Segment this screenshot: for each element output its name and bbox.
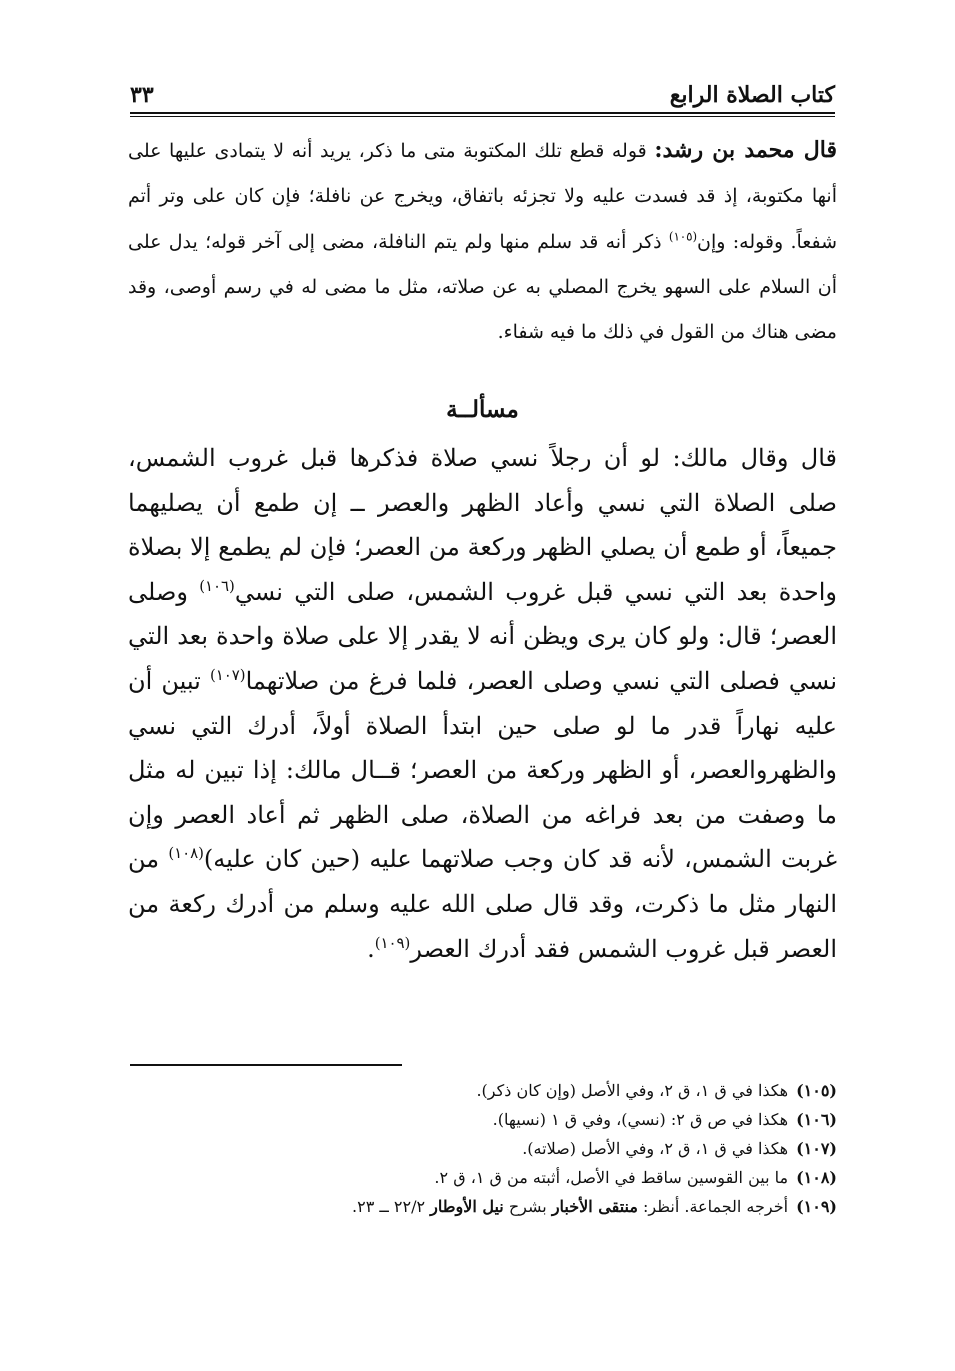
footnote-text: هكذا في ق ١، ق ٢، وفي الأصل (وإن كان ذكر). — [476, 1081, 789, 1100]
footnote-number: (١٠٦) — [796, 1110, 837, 1129]
footnote-item — [128, 1192, 837, 1221]
commentary-text-b: ذكر أنه قد سلم منها ولم يتم النافلة، مضى إلى آخر قوله؛ يدل على أن السلام على السهو يخرج المصلي به عن صلاته، مثل ما مضى له في رسم أوصى، وقد مضى هناك من القول في ذلك ما فيه شفاء. — [128, 230, 837, 344]
cited-book-title-2: نيل الأوطار — [430, 1197, 504, 1216]
footnote-ref-106: (١٠٦) — [199, 576, 235, 595]
footnote-text: ما بين القوسين ساقط في الأصل، أثبته من ق ١، ق ٢. — [434, 1168, 789, 1187]
footnote-number: (١٠٩) — [796, 1197, 837, 1216]
footnote-item — [128, 1134, 837, 1163]
page-number: ٣٣ — [130, 82, 154, 108]
footnote-item — [128, 1076, 837, 1105]
footnote-ref-108: (١٠٨) — [168, 844, 204, 863]
speaker-label: قال محمد بن رشد: — [654, 137, 837, 163]
issue-text-d: من النهار مثل ما ذكرت، وقد قال صلى الله عليه وسلم من أدرك ركعة من العصر قبل غروب الشمس فقد أدرك العصر — [128, 845, 837, 963]
footnote-separator — [130, 1064, 402, 1066]
footnote-number: (١٠٧) — [796, 1139, 837, 1158]
issue-paragraph — [128, 436, 837, 971]
footnote-text-end: ٢٢/٢ ــ ٢٣. — [352, 1197, 431, 1216]
issue-text-a: قال وقال مالك: لو أن رجلاً نسي صلاة فذكرها قبل غروب الشمس، صلى الصلاة التي نسي وأعاد الظهر والعصر ــ إن طمع أن يصليهما جميعاً، أو طمع أن يصلي الظهر وركعة من العصر؛ فإن لم يطمع إلا بصلاة واحدة بعد التي نسي قبل غروب الشمس، صلى التي نسي — [128, 444, 838, 606]
footnote-number: (١٠٨) — [796, 1168, 837, 1187]
footnote-item — [128, 1163, 837, 1192]
footnote-item — [128, 1105, 837, 1134]
commentary-paragraph — [128, 128, 837, 355]
footnote-ref-107: (١٠٧) — [209, 665, 246, 684]
chapter-title: كتاب الصلاة الرابع — [669, 82, 835, 108]
footnote-number: (١٠٥) — [796, 1081, 837, 1100]
section-heading: مسألــة — [446, 396, 519, 423]
commentary-text-a: قوله قطع تلك المكتوبة متى ما ذكر، يريد أنه لا يتمادى عليها على أنها مكتوبة، إذ قد فسدت عليه ولا تجزئه باتفاق، ويخرج عن نافلة؛ فإن كان على وتر أتم شفعاً. وقوله: وإن — [128, 140, 837, 253]
footnotes — [128, 1076, 837, 1221]
header-rule-thin — [130, 116, 835, 117]
footnote-text-connector: بشرح — [503, 1197, 552, 1216]
footnote-text: هكذا في ص ق ٢: (نسي)، وفي ق ١ (نسيها). — [492, 1110, 789, 1129]
issue-text-b: وصلى العصر؛ قال: ولو كان يرى ويظن أنه لا يقدر إلا على صلاة واحدة بعد التي نسي فصلى التي نسي وصلى العصر، فلما فرغ من صلاتهما — [128, 577, 838, 695]
footnote-ref-105: (١٠٥) — [668, 229, 698, 244]
footnote-text: هكذا في ق ١، ق ٢، وفي الأصل (صلاته). — [522, 1139, 789, 1158]
page-header — [130, 68, 835, 108]
issue-text-e: . — [367, 934, 375, 963]
footnote-ref-109: (١٠٩) — [374, 933, 411, 952]
issue-text-c: تبين أن عليه نهاراً قدر ما لو صلى حين ابتدأ الصلاة أولاً، أدرك التي نسي والظهروالعصر، أو الظهر وركعة من العصر؛ قــال مالك: إذا تبين له مثل ما وصفت من بعد فراغه من الصلاة، صلى الظهر ثم أعاد العصر وإن غربت الشمس، لأنه قد كان وجب صلاتهما عليه (حين كان عليه) — [128, 666, 837, 874]
cited-book-title: منتقى الأخبار — [551, 1197, 638, 1216]
footnote-text: أخرجه الجماعة. أنظر: — [637, 1197, 789, 1216]
header-rule — [130, 112, 835, 114]
